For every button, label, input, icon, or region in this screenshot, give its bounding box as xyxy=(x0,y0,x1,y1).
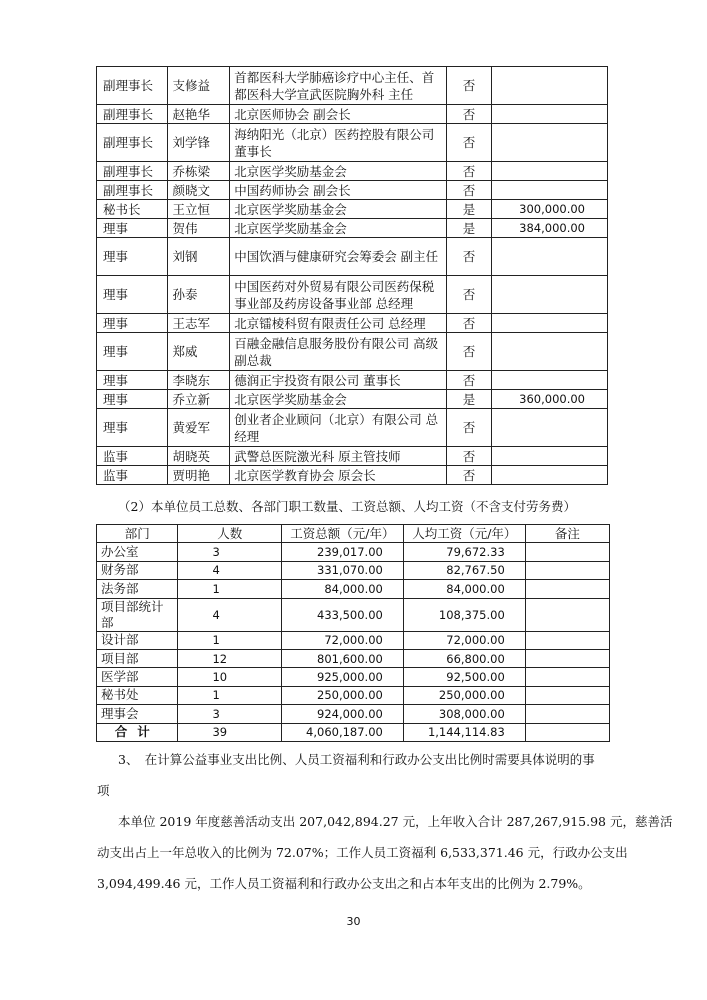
name-cell: 颜晓文 xyxy=(168,181,230,200)
amount-cell: 384,000.00 xyxy=(491,219,607,238)
table-row xyxy=(97,631,610,649)
role-cell: 理事 xyxy=(97,333,168,371)
dept-cell: 医学部 xyxy=(97,668,178,686)
table-row xyxy=(97,124,608,162)
header-note: 备注 xyxy=(525,525,609,543)
note-cell xyxy=(525,598,609,631)
table-row xyxy=(97,314,608,333)
paid-cell: 否 xyxy=(447,447,491,466)
note-cell xyxy=(525,631,609,649)
table-row xyxy=(97,580,610,598)
table-row xyxy=(97,181,608,200)
header-count: 人数 xyxy=(178,525,281,543)
count-cell: 10 xyxy=(178,668,281,686)
total-note xyxy=(525,723,609,741)
role-cell: 副理事长 xyxy=(97,181,168,200)
post-cell: 武警总医院激光科 原主管技师 xyxy=(230,447,447,466)
dept-cell: 办公室 xyxy=(97,543,178,561)
paid-cell: 否 xyxy=(447,67,491,105)
table-row xyxy=(97,276,608,314)
post-cell: 北京镭棱科贸有限责任公司 总经理 xyxy=(230,314,447,333)
table-row xyxy=(97,333,608,371)
total-cell: 84,000.00 xyxy=(281,580,403,598)
avg-cell: 66,800.00 xyxy=(403,649,525,667)
role-cell: 理事 xyxy=(97,409,168,447)
post-cell: 德润正宇投资有限公司 董事长 xyxy=(230,371,447,390)
name-cell: 刘学锋 xyxy=(168,124,230,162)
post-cell: 中国饮酒与健康研究会筹委会 副主任 xyxy=(230,238,447,276)
paid-cell: 否 xyxy=(447,124,491,162)
name-cell: 支修益 xyxy=(168,67,230,105)
section-3-paragraph-line-2: 动支出占上一年总收入的比例为 72.07%；工作人员工资福利 6,533,371.46 元，行政办公支出 xyxy=(97,845,628,860)
note-cell xyxy=(525,705,609,723)
table-row xyxy=(97,200,608,219)
paid-cell: 否 xyxy=(447,314,491,333)
post-cell: 北京医师协会 副会长 xyxy=(230,105,447,124)
table-row xyxy=(97,409,608,447)
amount-cell xyxy=(491,238,607,276)
role-cell: 秘书长 xyxy=(97,200,168,219)
role-cell: 理事 xyxy=(97,276,168,314)
avg-cell: 308,000.00 xyxy=(403,705,525,723)
count-cell: 4 xyxy=(178,561,281,579)
table-row xyxy=(97,371,608,390)
table-row xyxy=(97,67,608,105)
name-cell: 赵艳华 xyxy=(168,105,230,124)
total-avg: 1,144,114.83 xyxy=(403,723,525,741)
name-cell: 黄爱军 xyxy=(168,409,230,447)
header-total: 工资总额（元/年） xyxy=(281,525,403,543)
dept-cell: 法务部 xyxy=(97,580,178,598)
post-cell: 北京医学奖励基金会 xyxy=(230,390,447,409)
avg-cell: 92,500.00 xyxy=(403,668,525,686)
avg-cell: 84,000.00 xyxy=(403,580,525,598)
count-cell: 3 xyxy=(178,705,281,723)
table-row xyxy=(97,598,610,631)
amount-cell xyxy=(491,105,607,124)
post-cell: 北京医学奖励基金会 xyxy=(230,200,447,219)
paid-cell: 否 xyxy=(447,466,491,485)
table-row xyxy=(97,105,608,124)
total-count: 39 xyxy=(178,723,281,741)
avg-cell: 72,000.00 xyxy=(403,631,525,649)
total-cell: 72,000.00 xyxy=(281,631,403,649)
dept-cell: 秘书处 xyxy=(97,686,178,704)
amount-cell xyxy=(491,466,607,485)
amount-cell xyxy=(491,181,607,200)
role-cell: 副理事长 xyxy=(97,124,168,162)
amount-cell xyxy=(491,67,607,105)
role-cell: 副理事长 xyxy=(97,67,168,105)
note-cell xyxy=(525,580,609,598)
paid-cell: 否 xyxy=(447,409,491,447)
name-cell: 贾明艳 xyxy=(168,466,230,485)
role-cell: 理事 xyxy=(97,238,168,276)
paid-cell: 否 xyxy=(447,105,491,124)
council-members-table xyxy=(96,66,608,485)
count-cell: 4 xyxy=(178,598,281,631)
amount-cell xyxy=(491,371,607,390)
table-row xyxy=(97,238,608,276)
amount-cell: 300,000.00 xyxy=(491,200,607,219)
paid-cell: 否 xyxy=(447,333,491,371)
paid-cell: 否 xyxy=(447,276,491,314)
post-cell: 创业者企业顾问（北京）有限公司 总经理 xyxy=(230,409,447,447)
table-total-row xyxy=(97,723,610,741)
amount-cell xyxy=(491,162,607,181)
dept-cell: 项目部 xyxy=(97,649,178,667)
dept-cell: 设计部 xyxy=(97,631,178,649)
amount-cell: 360,000.00 xyxy=(491,390,607,409)
section-3-title-cont: 项 xyxy=(97,783,110,798)
table-row xyxy=(97,561,610,579)
paid-cell: 是 xyxy=(447,219,491,238)
total-cell: 924,000.00 xyxy=(281,705,403,723)
avg-cell: 79,672.33 xyxy=(403,543,525,561)
role-cell: 理事 xyxy=(97,219,168,238)
paid-cell: 否 xyxy=(447,371,491,390)
post-cell: 北京医学奖励基金会 xyxy=(230,162,447,181)
table-row xyxy=(97,219,608,238)
post-cell: 首都医科大学肺癌诊疗中心主任、首都医科大学宣武医院胸外科 主任 xyxy=(230,67,447,105)
name-cell: 李晓东 xyxy=(168,371,230,390)
total-cell: 331,070.00 xyxy=(281,561,403,579)
table-row xyxy=(97,466,608,485)
table-row xyxy=(97,649,610,667)
avg-cell: 82,767.50 xyxy=(403,561,525,579)
post-cell: 北京医学教育协会 原会长 xyxy=(230,466,447,485)
paid-cell: 是 xyxy=(447,200,491,219)
count-cell: 12 xyxy=(178,649,281,667)
table-row xyxy=(97,668,610,686)
post-cell: 海纳阳光（北京）医药控股有限公司董事长 xyxy=(230,124,447,162)
table-row xyxy=(97,686,610,704)
page-number: 30 xyxy=(346,915,361,928)
table-header-row xyxy=(97,525,610,543)
name-cell: 王志军 xyxy=(168,314,230,333)
amount-cell xyxy=(491,447,607,466)
post-cell: 北京医学奖励基金会 xyxy=(230,219,447,238)
name-cell: 乔立新 xyxy=(168,390,230,409)
note-cell xyxy=(525,686,609,704)
header-dept: 部门 xyxy=(97,525,178,543)
total-cell: 801,600.00 xyxy=(281,649,403,667)
count-cell: 1 xyxy=(178,631,281,649)
dept-cell: 理事会 xyxy=(97,705,178,723)
paid-cell: 否 xyxy=(447,238,491,276)
count-cell: 3 xyxy=(178,543,281,561)
role-cell: 副理事长 xyxy=(97,105,168,124)
paid-cell: 否 xyxy=(447,181,491,200)
total-cell: 433,500.00 xyxy=(281,598,403,631)
table-row xyxy=(97,447,608,466)
paid-cell: 是 xyxy=(447,390,491,409)
table-row xyxy=(97,543,610,561)
section-2-heading: （2）本单位员工总数、各部门职工数量、工资总额、人均工资（不含支付劳务费） xyxy=(118,499,576,514)
total-salary: 4,060,187.00 xyxy=(281,723,403,741)
table-row xyxy=(97,162,608,181)
header-avg: 人均工资（元/年） xyxy=(403,525,525,543)
post-cell: 百融金融信息服务股份有限公司 高级副总裁 xyxy=(230,333,447,371)
note-cell xyxy=(525,561,609,579)
role-cell: 理事 xyxy=(97,371,168,390)
post-cell: 中国药师协会 副会长 xyxy=(230,181,447,200)
role-cell: 理事 xyxy=(97,390,168,409)
role-cell: 监事 xyxy=(97,466,168,485)
section-3-title: 3、 在计算公益事业支出比例、人员工资福利和行政办公支出比例时需要具体说明的事 xyxy=(118,752,595,767)
total-label: 合计 xyxy=(97,723,178,741)
role-cell: 理事 xyxy=(97,314,168,333)
table-row xyxy=(97,705,610,723)
note-cell xyxy=(525,668,609,686)
name-cell: 郑威 xyxy=(168,333,230,371)
name-cell: 贺伟 xyxy=(168,219,230,238)
avg-cell: 108,375.00 xyxy=(403,598,525,631)
total-cell: 250,000.00 xyxy=(281,686,403,704)
role-cell: 副理事长 xyxy=(97,162,168,181)
post-cell: 中国医药对外贸易有限公司医药保税事业部及药房设备事业部 总经理 xyxy=(230,276,447,314)
name-cell: 孙泰 xyxy=(168,276,230,314)
name-cell: 刘钢 xyxy=(168,238,230,276)
count-cell: 1 xyxy=(178,580,281,598)
count-cell: 1 xyxy=(178,686,281,704)
total-cell: 925,000.00 xyxy=(281,668,403,686)
amount-cell xyxy=(491,276,607,314)
name-cell: 乔栋梁 xyxy=(168,162,230,181)
role-cell: 监事 xyxy=(97,447,168,466)
dept-cell: 财务部 xyxy=(97,561,178,579)
avg-cell: 250,000.00 xyxy=(403,686,525,704)
amount-cell xyxy=(491,409,607,447)
section-3-paragraph-line-1: 本单位 2019 年度慈善活动支出 207,042,894.27 元，上年收入合计 287,267,915.98 元，慈善活 xyxy=(118,814,673,829)
note-cell xyxy=(525,649,609,667)
dept-cell: 项目部统计部 xyxy=(97,598,178,631)
name-cell: 胡晓英 xyxy=(168,447,230,466)
amount-cell xyxy=(491,333,607,371)
total-cell: 239,017.00 xyxy=(281,543,403,561)
name-cell: 王立恒 xyxy=(168,200,230,219)
table-row xyxy=(97,390,608,409)
section-3-paragraph-line-3: 3,094,499.46 元，工作人员工资福利和行政办公支出之和占本年支出的比例为 2.79%。 xyxy=(97,876,591,891)
department-salary-table xyxy=(96,524,610,742)
note-cell xyxy=(525,543,609,561)
amount-cell xyxy=(491,314,607,333)
paid-cell: 否 xyxy=(447,162,491,181)
amount-cell xyxy=(491,124,607,162)
